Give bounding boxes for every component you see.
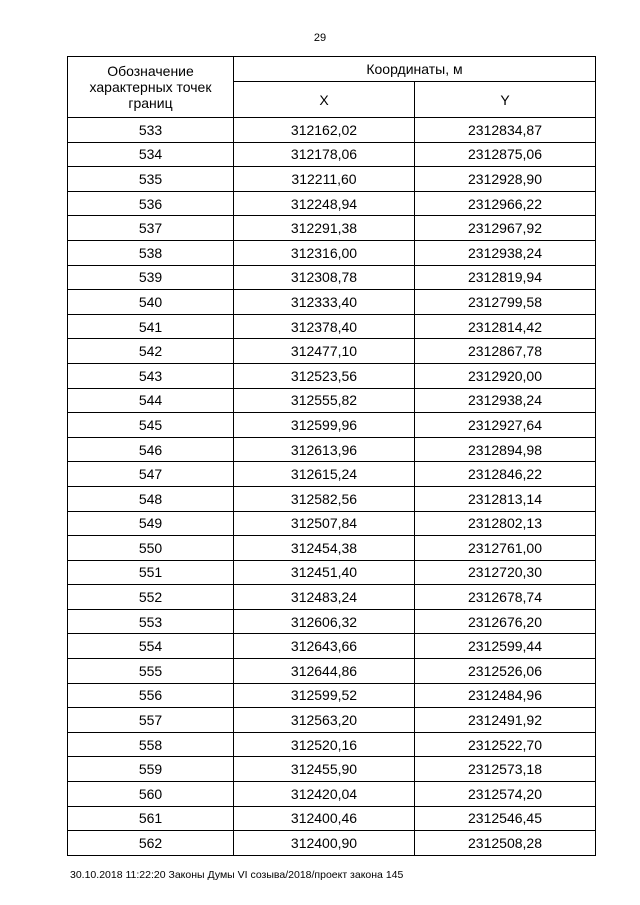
x-coordinate-cell: 312162,02 bbox=[234, 118, 415, 143]
table-row bbox=[68, 240, 596, 265]
table-row bbox=[68, 388, 596, 413]
designation-header: Обозначение характерных точек границ bbox=[68, 57, 234, 118]
x-coordinate-cell: 312599,52 bbox=[234, 683, 415, 708]
y-coordinate-cell: 2312938,24 bbox=[415, 388, 596, 413]
point-number-cell: 550 bbox=[68, 536, 234, 561]
point-number-cell: 556 bbox=[68, 683, 234, 708]
x-coordinate-cell: 312378,40 bbox=[234, 314, 415, 339]
table-row bbox=[68, 585, 596, 610]
table-row bbox=[68, 363, 596, 388]
x-coordinate-cell: 312316,00 bbox=[234, 240, 415, 265]
x-coordinate-cell: 312454,38 bbox=[234, 536, 415, 561]
y-coordinate-cell: 2312720,30 bbox=[415, 560, 596, 585]
x-coordinate-cell: 312563,20 bbox=[234, 708, 415, 733]
point-number-cell: 555 bbox=[68, 659, 234, 684]
table-row bbox=[68, 167, 596, 192]
x-coordinate-cell: 312178,06 bbox=[234, 142, 415, 167]
x-coordinate-cell: 312308,78 bbox=[234, 265, 415, 290]
x-coordinate-cell: 312582,56 bbox=[234, 486, 415, 511]
y-coordinate-cell: 2312846,22 bbox=[415, 462, 596, 487]
y-coordinate-cell: 2312920,00 bbox=[415, 363, 596, 388]
point-number-cell: 551 bbox=[68, 560, 234, 585]
x-coordinate-cell: 312291,38 bbox=[234, 216, 415, 241]
y-coordinate-cell: 2312819,94 bbox=[415, 265, 596, 290]
point-number-cell: 560 bbox=[68, 782, 234, 807]
y-coordinate-cell: 2312491,92 bbox=[415, 708, 596, 733]
x-coordinate-cell: 312400,46 bbox=[234, 806, 415, 831]
y-coordinate-cell: 2312761,00 bbox=[415, 536, 596, 561]
table-row bbox=[68, 462, 596, 487]
point-number-cell: 557 bbox=[68, 708, 234, 733]
table-row bbox=[68, 708, 596, 733]
point-number-cell: 561 bbox=[68, 806, 234, 831]
x-coordinate-cell: 312555,82 bbox=[234, 388, 415, 413]
table-header-row bbox=[68, 57, 596, 82]
x-coordinate-cell: 312333,40 bbox=[234, 290, 415, 315]
table-body bbox=[68, 118, 596, 856]
y-coordinate-cell: 2312894,98 bbox=[415, 437, 596, 462]
x-coordinate-cell: 312211,60 bbox=[234, 167, 415, 192]
y-coordinate-cell: 2312867,78 bbox=[415, 339, 596, 364]
table-row bbox=[68, 142, 596, 167]
point-number-cell: 554 bbox=[68, 634, 234, 659]
x-coordinate-cell: 312644,86 bbox=[234, 659, 415, 684]
x-coordinate-cell: 312507,84 bbox=[234, 511, 415, 536]
y-coordinate-cell: 2312802,13 bbox=[415, 511, 596, 536]
y-coordinate-cell: 2312967,92 bbox=[415, 216, 596, 241]
y-coordinate-cell: 2312522,70 bbox=[415, 732, 596, 757]
x-coordinate-cell: 312400,90 bbox=[234, 831, 415, 856]
y-coordinate-cell: 2312928,90 bbox=[415, 167, 596, 192]
y-coordinate-cell: 2312484,96 bbox=[415, 683, 596, 708]
point-number-cell: 559 bbox=[68, 757, 234, 782]
point-number-cell: 533 bbox=[68, 118, 234, 143]
point-number-cell: 546 bbox=[68, 437, 234, 462]
y-coordinate-cell: 2312546,45 bbox=[415, 806, 596, 831]
x-coordinate-cell: 312455,90 bbox=[234, 757, 415, 782]
point-number-cell: 543 bbox=[68, 363, 234, 388]
table-row bbox=[68, 609, 596, 634]
point-number-cell: 552 bbox=[68, 585, 234, 610]
y-coordinate-cell: 2312927,64 bbox=[415, 413, 596, 438]
table-row bbox=[68, 683, 596, 708]
x-coordinate-cell: 312606,32 bbox=[234, 609, 415, 634]
table-row bbox=[68, 265, 596, 290]
point-number-cell: 538 bbox=[68, 240, 234, 265]
point-number-cell: 540 bbox=[68, 290, 234, 315]
y-coordinate-cell: 2312678,74 bbox=[415, 585, 596, 610]
table-row bbox=[68, 413, 596, 438]
y-coordinate-cell: 2312834,87 bbox=[415, 118, 596, 143]
y-header: Y bbox=[415, 82, 596, 118]
table-row bbox=[68, 831, 596, 856]
point-number-cell: 535 bbox=[68, 167, 234, 192]
x-coordinate-cell: 312615,24 bbox=[234, 462, 415, 487]
point-number-cell: 542 bbox=[68, 339, 234, 364]
table-row bbox=[68, 191, 596, 216]
y-coordinate-cell: 2312526,06 bbox=[415, 659, 596, 684]
y-coordinate-cell: 2312574,20 bbox=[415, 782, 596, 807]
point-number-cell: 536 bbox=[68, 191, 234, 216]
point-number-cell: 534 bbox=[68, 142, 234, 167]
x-coordinate-cell: 312523,56 bbox=[234, 363, 415, 388]
table-row bbox=[68, 118, 596, 143]
x-coordinate-cell: 312420,04 bbox=[234, 782, 415, 807]
table-row bbox=[68, 314, 596, 339]
y-coordinate-cell: 2312814,42 bbox=[415, 314, 596, 339]
table-row bbox=[68, 757, 596, 782]
x-coordinate-cell: 312248,94 bbox=[234, 191, 415, 216]
x-coordinate-cell: 312599,96 bbox=[234, 413, 415, 438]
y-coordinate-cell: 2312508,28 bbox=[415, 831, 596, 856]
point-number-cell: 562 bbox=[68, 831, 234, 856]
coordinates-header: Координаты, м bbox=[234, 57, 596, 82]
table-row bbox=[68, 511, 596, 536]
point-number-cell: 547 bbox=[68, 462, 234, 487]
point-number-cell: 541 bbox=[68, 314, 234, 339]
y-coordinate-cell: 2312573,18 bbox=[415, 757, 596, 782]
page-number: 29 bbox=[313, 32, 327, 44]
point-number-cell: 549 bbox=[68, 511, 234, 536]
table-row bbox=[68, 560, 596, 585]
point-number-cell: 558 bbox=[68, 732, 234, 757]
table-row bbox=[68, 437, 596, 462]
y-coordinate-cell: 2312676,20 bbox=[415, 609, 596, 634]
x-coordinate-cell: 312520,16 bbox=[234, 732, 415, 757]
x-coordinate-cell: 312451,40 bbox=[234, 560, 415, 585]
x-coordinate-cell: 312613,96 bbox=[234, 437, 415, 462]
table-row bbox=[68, 782, 596, 807]
point-number-cell: 548 bbox=[68, 486, 234, 511]
table-row bbox=[68, 486, 596, 511]
table-row bbox=[68, 536, 596, 561]
point-number-cell: 544 bbox=[68, 388, 234, 413]
x-coordinate-cell: 312483,24 bbox=[234, 585, 415, 610]
footer-note: 30.10.2018 11:22:20 Законы Думы VI созыва/2018/проект закона 145 bbox=[70, 869, 404, 881]
point-number-cell: 545 bbox=[68, 413, 234, 438]
table-row bbox=[68, 659, 596, 684]
point-number-cell: 537 bbox=[68, 216, 234, 241]
point-number-cell: 553 bbox=[68, 609, 234, 634]
y-coordinate-cell: 2312813,14 bbox=[415, 486, 596, 511]
table-row bbox=[68, 216, 596, 241]
table-row bbox=[68, 339, 596, 364]
table-row bbox=[68, 634, 596, 659]
table-row bbox=[68, 290, 596, 315]
point-number-cell: 539 bbox=[68, 265, 234, 290]
y-coordinate-cell: 2312938,24 bbox=[415, 240, 596, 265]
table-row bbox=[68, 732, 596, 757]
coordinates-table bbox=[67, 56, 596, 856]
y-coordinate-cell: 2312875,06 bbox=[415, 142, 596, 167]
x-header: X bbox=[234, 82, 415, 118]
y-coordinate-cell: 2312799,58 bbox=[415, 290, 596, 315]
y-coordinate-cell: 2312966,22 bbox=[415, 191, 596, 216]
y-coordinate-cell: 2312599,44 bbox=[415, 634, 596, 659]
table-row bbox=[68, 806, 596, 831]
x-coordinate-cell: 312643,66 bbox=[234, 634, 415, 659]
x-coordinate-cell: 312477,10 bbox=[234, 339, 415, 364]
